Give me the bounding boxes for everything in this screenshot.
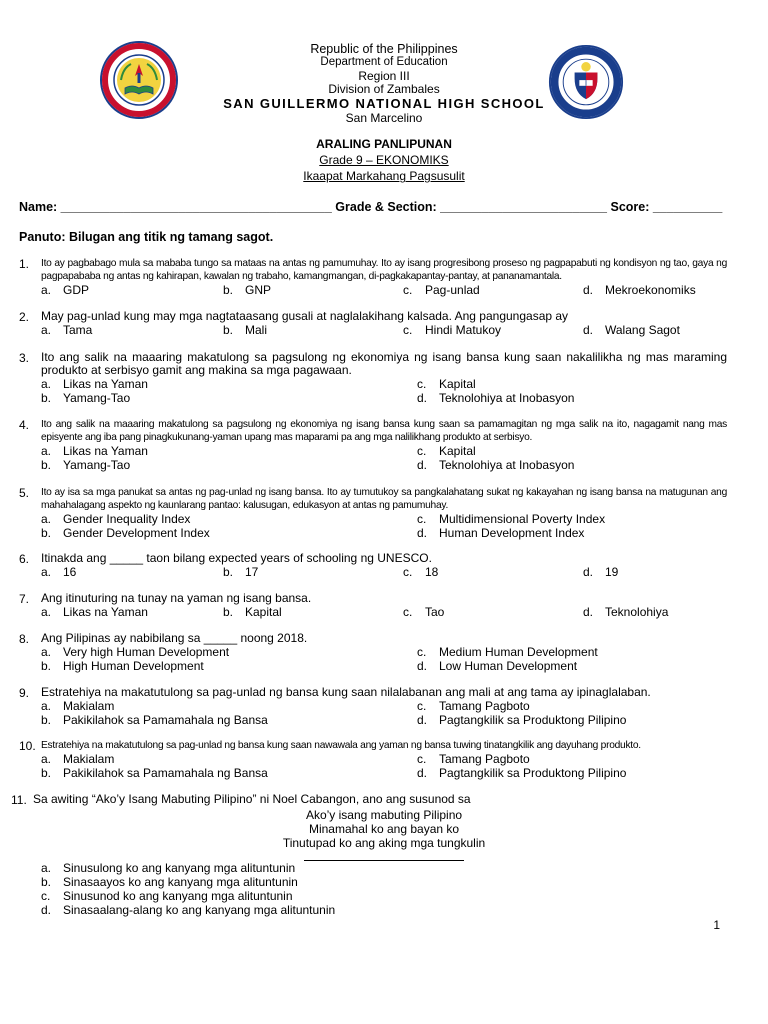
options-row [41, 766, 727, 780]
options-row [41, 605, 727, 619]
question-2 [19, 310, 727, 337]
options-row [41, 699, 727, 713]
option-b[interactable]: b. Kapital [223, 605, 282, 619]
school-header [160, 42, 608, 126]
option-a[interactable]: a. Likas na Yaman [41, 444, 148, 458]
question-text: Ang Pilipinas ay nabibilang sa _____ noong 2018. [41, 631, 308, 645]
question-11-options [19, 861, 727, 917]
options-row [41, 377, 727, 391]
instructions: Panuto: Bilugan ang titik ng tamang sagot. [19, 230, 274, 244]
option-c[interactable]: c. Tamang Pagboto [417, 752, 530, 766]
options-row [41, 645, 727, 659]
question-text: Sa awiting “Ako’y Isang Mabuting Pilipino” ni Noel Cabangon, ano ang susunod sa [33, 792, 471, 806]
option-b[interactable]: b. Gender Development Index [41, 526, 210, 540]
options-row [41, 565, 727, 579]
question-text: Ang itinuturing na tunay na yaman ng isang bansa. [41, 591, 312, 605]
question-8 [19, 632, 727, 673]
question-number: 3. [19, 351, 30, 365]
question-1 [19, 257, 727, 297]
option-b[interactable]: b. Pakikilahok sa Pamamahala ng Bansa [41, 713, 268, 727]
options-row [41, 512, 727, 526]
option-b[interactable]: b. Mali [223, 323, 268, 337]
question-number: 10. [19, 739, 36, 753]
question-text: Ito ang salik na maaaring makatulong sa pagsulong ng ekonomiya ng isang bansa kung saan nakalilikha ng mas maraming produkto at serbisyo gamit ang makina sa mga pagawaan. [41, 350, 727, 377]
school-name: SAN GUILLERMO NATIONAL HIGH SCHOOL [223, 96, 545, 112]
question-number: 7. [19, 592, 30, 606]
student-info-line[interactable]: Name: _______________________________________ Grade & Section: ________________________ Score: __________ [19, 200, 723, 214]
option-c[interactable]: c. Pag-unlad [403, 283, 480, 297]
option-a[interactable]: a. Likas na Yaman [41, 605, 148, 619]
department-line: Department of Education [320, 56, 448, 69]
option-c[interactable]: c. Sinusunod ko ang kanyang mga alituntunin [41, 889, 293, 903]
option-d[interactable]: d. Teknolohiya [583, 605, 669, 619]
song-lyrics [0, 808, 768, 864]
options-list [41, 861, 727, 917]
question-text: Ito ay isa sa mga panukat sa antas ng pag-unlad ng isang bansa. Ito ay tumutukoy sa pangkalahatang sukat ng kakayahan ng isang bansa na matugunan ang mahahalagang aspekto ng kaunlarang pantao: kalusugan, edukasyon at antas ng pamumuhay. [41, 487, 727, 511]
region-line: Region III [358, 68, 410, 83]
option-a[interactable]: a. Very high Human Development [41, 645, 230, 659]
page-number: 1 [713, 918, 720, 932]
option-c[interactable]: c. Hindi Matukoy [403, 323, 502, 337]
question-number: 11. [11, 793, 27, 807]
option-d[interactable]: d. Low Human Development [417, 659, 578, 673]
question-text: Ito ay pagbabago mula sa mababa tungo sa mataas na antas ng pamumuhay. Ito ay isang progresibong proseso ng pagpapabuti ng kondisyon ng tao, gaya ng pagpapababa ng antas ng kahirapan, kawalan ng trabaho, kamangmangan, di-pagkakapantay-pantay, at pananamantala. [41, 258, 727, 282]
republic-line: Republic of the Philippines [310, 42, 458, 56]
question-text: Ito ang salik na maaaring makatulong sa pagsulong ng ekonomiya ng isang bansa kung saan sa pamamagitan ng mga salik na ito, nagagamit nang mas episyente ang iba pang pinagkukunang-yaman upang mas maparami pa ang mga nalilikhang produkto at serbisyo. [41, 419, 727, 443]
question-number: 4. [19, 418, 30, 432]
grade-title: Grade 9 – EKONOMIKS [319, 153, 449, 168]
question-number: 6. [19, 552, 30, 566]
option-b[interactable]: b. High Human Development [41, 659, 204, 673]
question-4 [19, 418, 727, 472]
option-b[interactable]: b. Yamang-Tao [41, 391, 131, 405]
option-c[interactable]: c. Tao [403, 605, 445, 619]
question-number: 9. [19, 686, 30, 700]
lyric-line: Tinutupad ko ang aking mga tungkulin [282, 836, 486, 850]
option-a[interactable]: a. Makialam [41, 699, 115, 713]
question-number: 1. [19, 257, 30, 271]
options-row [41, 659, 727, 673]
option-b[interactable]: b. Yamang-Tao [41, 458, 131, 472]
question-text: May pag-unlad kung may mga nagtataasang gusali at naglalakihang kalsada. Ang pangungasap ay [41, 309, 569, 323]
option-d[interactable]: d. Sinasaalang-alang ko ang kanyang mga alituntunin [41, 903, 336, 917]
option-c[interactable]: c. 18 [403, 565, 439, 579]
option-d[interactable]: d. Pagtangkilik sa Produktong Pilipino [417, 713, 627, 727]
option-d[interactable]: d. Teknolohiya at Inobasyon [417, 458, 575, 472]
option-d[interactable]: d. Human Development Index [417, 526, 585, 540]
option-c[interactable]: c. Tamang Pagboto [417, 699, 530, 713]
exam-title: Ikaapat Markahang Pagsusulit [303, 169, 465, 184]
options-row [41, 713, 727, 727]
option-d[interactable]: d. Teknolohiya at Inobasyon [417, 391, 575, 405]
options-row [41, 323, 727, 337]
option-d[interactable]: d. Walang Sagot [583, 323, 680, 337]
question-number: 5. [19, 486, 30, 500]
lyric-line: Ako’y isang mabuting Pilipino [305, 808, 463, 822]
option-a[interactable]: a. Gender Inequality Index [41, 512, 191, 526]
option-a[interactable]: a. 16 [41, 565, 77, 579]
question-number: 2. [19, 310, 30, 324]
question-10 [19, 739, 727, 780]
question-text: Estratehiya na makatutulong sa pag-unlad ng bansa kung saan nawawala ang yaman ng bansa tuwing tinatangkilik ang dayuhang produkto. [41, 740, 641, 751]
question-3 [19, 351, 727, 405]
option-c[interactable]: c. Kapital [417, 377, 476, 391]
options-row [41, 283, 727, 297]
option-a[interactable]: a. Sinusulong ko ang kanyang mga alituntunin [41, 861, 296, 875]
question-9 [19, 686, 727, 727]
option-d[interactable]: d. Mekroekonomiks [583, 283, 696, 297]
question-text: Estratehiya na makatutulong sa pag-unlad ng bansa kung saan nilalabanan ang mali at ang tama ay ipinaglalaban. [41, 685, 651, 699]
option-d[interactable]: d. Pagtangkilik sa Produktong Pilipino [417, 766, 627, 780]
subject-title: ARALING PANLIPUNAN [316, 137, 452, 151]
option-c[interactable]: c. Medium Human Development [417, 645, 598, 659]
option-b[interactable]: b. 17 [223, 565, 259, 579]
question-text: Itinakda ang _____ taon bilang expected years of schooling ng UNESCO. [41, 551, 432, 565]
deped-seal-logo [548, 44, 624, 120]
option-a[interactable]: a. Tama [41, 323, 93, 337]
option-c[interactable]: c. Kapital [417, 444, 476, 458]
option-a[interactable]: a. Likas na Yaman [41, 377, 148, 391]
option-a[interactable]: a. Makialam [41, 752, 115, 766]
question-6 [19, 552, 727, 579]
options-row [41, 444, 727, 458]
question-5 [19, 486, 727, 540]
option-a[interactable]: a. GDP [41, 283, 90, 297]
question-7 [19, 592, 727, 619]
option-b[interactable]: b. GNP [223, 283, 272, 297]
option-d[interactable]: d. 19 [583, 565, 619, 579]
option-b[interactable]: b. Sinasaayos ko ang kanyang mga alituntunin [41, 875, 298, 889]
options-row [41, 526, 727, 540]
options-row [41, 391, 727, 405]
town-line: San Marcelino [345, 111, 423, 126]
options-row [41, 752, 727, 766]
options-row [41, 458, 727, 472]
question-number: 8. [19, 632, 30, 646]
answer-blank[interactable] [304, 850, 464, 861]
division-line: Division of Zambales [328, 82, 440, 97]
exam-titles [160, 136, 608, 185]
lyric-line: Minamahal ko ang bayan ko [308, 822, 460, 836]
option-b[interactable]: b. Pakikilahok sa Pamamahala ng Bansa [41, 766, 268, 780]
option-c[interactable]: c. Multidimensional Poverty Index [417, 512, 606, 526]
question-11 [11, 792, 727, 807]
